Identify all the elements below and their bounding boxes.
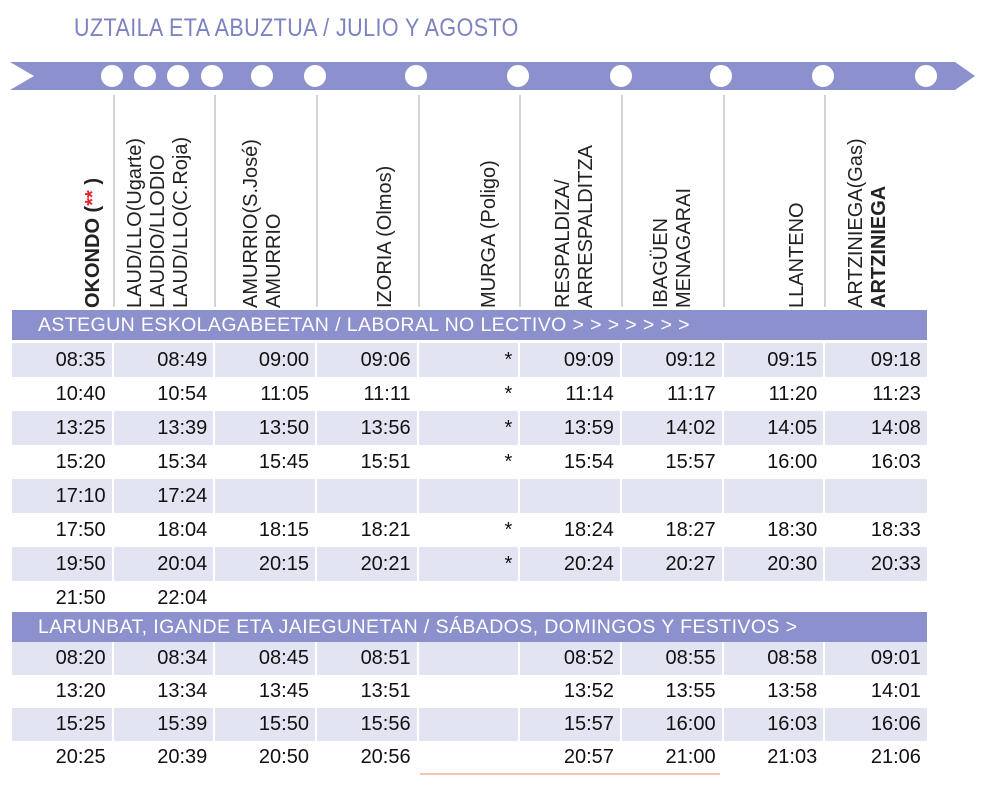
stop-name: RESPALDIZA/ ARRESPALDITZA [552,145,597,308]
time-cell: 17:50 [12,513,114,547]
time-cell: 10:40 [12,377,114,411]
time-cell: 13:52 [520,675,622,708]
stop-dot [250,64,274,88]
column-divider [723,95,725,307]
time-cell: * [419,547,521,581]
time-cell: 09:09 [520,343,622,377]
time-cell [520,581,622,615]
table-row [12,343,927,377]
time-cell: 16:00 [724,445,826,479]
time-cell: 13:55 [622,675,724,708]
divider [420,773,720,775]
time-cell: 08:55 [622,642,724,675]
stop-dot [914,64,938,88]
time-cell: 14:05 [724,411,826,445]
time-cell: 13:59 [520,411,622,445]
column-divider [316,95,318,307]
time-cell: 15:57 [520,708,622,741]
stop-header [650,100,700,308]
time-cell: 13:39 [114,411,216,445]
time-cell: 18:30 [724,513,826,547]
time-cell: 09:15 [724,343,826,377]
time-cell: 15:57 [622,445,724,479]
time-cell: 08:35 [12,343,114,377]
time-cell: 20:24 [520,547,622,581]
stop-dot [200,64,224,88]
stop-name: MURGA (Poligo) [478,160,500,308]
time-cell: 08:52 [520,642,622,675]
time-cell: 16:00 [622,708,724,741]
table-row [12,675,927,708]
time-cell: 13:50 [215,411,317,445]
stop-header [124,100,192,308]
time-cell: 21:06 [870,746,921,768]
time-cell: 08:58 [724,642,826,675]
time-cell: * [419,411,521,445]
time-cell: 21:50 [12,581,114,615]
time-cell: 18:33 [870,519,921,541]
time-cell: 13:56 [317,411,419,445]
time-cell: 11:17 [622,377,724,411]
time-cell [215,479,317,513]
time-cell: 11:20 [724,377,826,411]
time-cell: 08:49 [114,343,216,377]
stop-dot [811,64,835,88]
time-cell: 20:57 [520,741,622,774]
time-cell: 15:50 [215,708,317,741]
time-cell: 15:34 [114,445,216,479]
route-line [0,52,983,102]
stop-name: LLANTENO [786,202,808,308]
weekday-heading: ASTEGUN ESKOLAGABEETAN / LABORAL NO LECTIVO > > > > > > > [12,310,927,340]
time-cell [419,581,521,615]
stop-header [845,100,895,308]
stop-dot [404,64,428,88]
time-cell: 11:05 [215,377,317,411]
time-cell: 16:03 [724,708,826,741]
time-cell: 18:27 [622,513,724,547]
time-cell [317,581,419,615]
time-cell: 22:04 [114,581,216,615]
stop-dot [100,64,124,88]
stop-name: IZORIA (Olmos) [374,165,396,308]
stop-dot [303,64,327,88]
time-cell [419,642,521,675]
time-cell: 15:45 [215,445,317,479]
column-divider [621,95,623,307]
time-cell: 14:08 [870,417,921,439]
time-cell [317,479,419,513]
time-cell: 13:25 [12,411,114,445]
time-cell: 15:56 [317,708,419,741]
time-cell: 14:02 [622,411,724,445]
time-cell: 13:51 [317,675,419,708]
time-cell: 18:15 [215,513,317,547]
time-cell: 18:21 [317,513,419,547]
stop-dot [506,64,530,88]
weekday-timetable [12,343,927,615]
time-cell: 17:10 [12,479,114,513]
time-cell: 09:01 [870,647,921,669]
time-cell: 20:21 [317,547,419,581]
time-cell: 20:30 [724,547,826,581]
stop-header [478,100,528,308]
stop-header [552,100,602,308]
time-cell [724,479,826,513]
time-cell: 15:39 [114,708,216,741]
stop-header [374,100,424,308]
table-row [12,708,927,741]
time-cell [419,675,521,708]
table-row [12,479,927,513]
time-cell: 20:15 [215,547,317,581]
table-row [12,411,927,445]
time-cell: 09:18 [870,349,921,371]
time-cell: * [419,445,521,479]
table-row [12,642,927,675]
stop-dot [133,64,157,88]
stop-dot [166,64,190,88]
time-cell: 20:39 [114,741,216,774]
time-cell: 15:25 [12,708,114,741]
stop-name: OKONDO (** ) [82,177,104,308]
page-title: UZTAILA ETA ABUZTUA / JULIO Y AGOSTO [74,14,519,42]
time-cell: 15:20 [12,445,114,479]
time-cell: 20:04 [114,547,216,581]
stop-name: ARTZINIEGA(Gas) ARTZINIEGA [845,138,890,308]
table-row [12,445,927,479]
time-cell: 15:54 [520,445,622,479]
table-row [12,741,927,774]
time-cell: 19:50 [12,547,114,581]
time-cell: 20:27 [622,547,724,581]
time-cell: * [419,343,521,377]
time-cell [419,708,521,741]
stop-dot [609,64,633,88]
time-cell: 13:20 [12,675,114,708]
time-cell: 15:51 [317,445,419,479]
table-row [12,513,927,547]
time-cell: 08:51 [317,642,419,675]
time-cell [622,581,724,615]
time-cell: 20:33 [870,553,921,575]
time-cell [825,581,927,615]
stop-name: LAUD/LLO(Ugarte) LAUDIO/LLODIO LAUD/LLO(C.Roja) [124,136,192,308]
time-cell: 13:34 [114,675,216,708]
stop-name: AMURRIO(S.José) AMURRIO [240,139,285,308]
time-cell: 11:14 [520,377,622,411]
time-cell: 20:25 [12,741,114,774]
table-row [12,547,927,581]
time-cell: 21:00 [622,741,724,774]
time-cell [622,479,724,513]
time-cell: 16:03 [870,451,921,473]
time-cell: 11:23 [872,383,921,405]
time-cell: 18:24 [520,513,622,547]
time-cell: 11:11 [317,377,419,411]
time-cell: 21:03 [724,741,826,774]
weekend-heading: LARUNBAT, IGANDE ETA JAIEGUNETAN / SÁBADOS, DOMINGOS Y FESTIVOS > [12,612,927,642]
time-cell: 20:50 [215,741,317,774]
time-cell: 13:58 [724,675,826,708]
time-cell [825,479,927,513]
time-cell [520,479,622,513]
time-cell: 17:24 [114,479,216,513]
time-cell: 18:04 [114,513,216,547]
time-cell: 20:56 [317,741,419,774]
time-cell [724,581,826,615]
table-row [12,377,927,411]
time-cell: 09:00 [215,343,317,377]
stop-name: IBAGÜEN MENAGARAI [650,187,695,308]
time-cell: 14:01 [870,680,921,702]
stop-dot [709,64,733,88]
time-cell: 09:12 [622,343,724,377]
stop-header [786,100,836,308]
time-cell: 13:45 [215,675,317,708]
time-cell: 08:45 [215,642,317,675]
time-cell [419,741,521,774]
time-cell: 09:06 [317,343,419,377]
time-cell: 08:20 [12,642,114,675]
time-cell: * [419,377,521,411]
time-cell: * [419,513,521,547]
weekend-timetable [12,642,927,774]
time-cell [419,479,521,513]
table-row [12,581,927,615]
time-cell [215,581,317,615]
time-cell: 08:34 [114,642,216,675]
time-cell: 16:06 [870,713,921,735]
stop-header [240,100,290,308]
column-divider [214,95,216,307]
time-cell: 10:54 [114,377,216,411]
